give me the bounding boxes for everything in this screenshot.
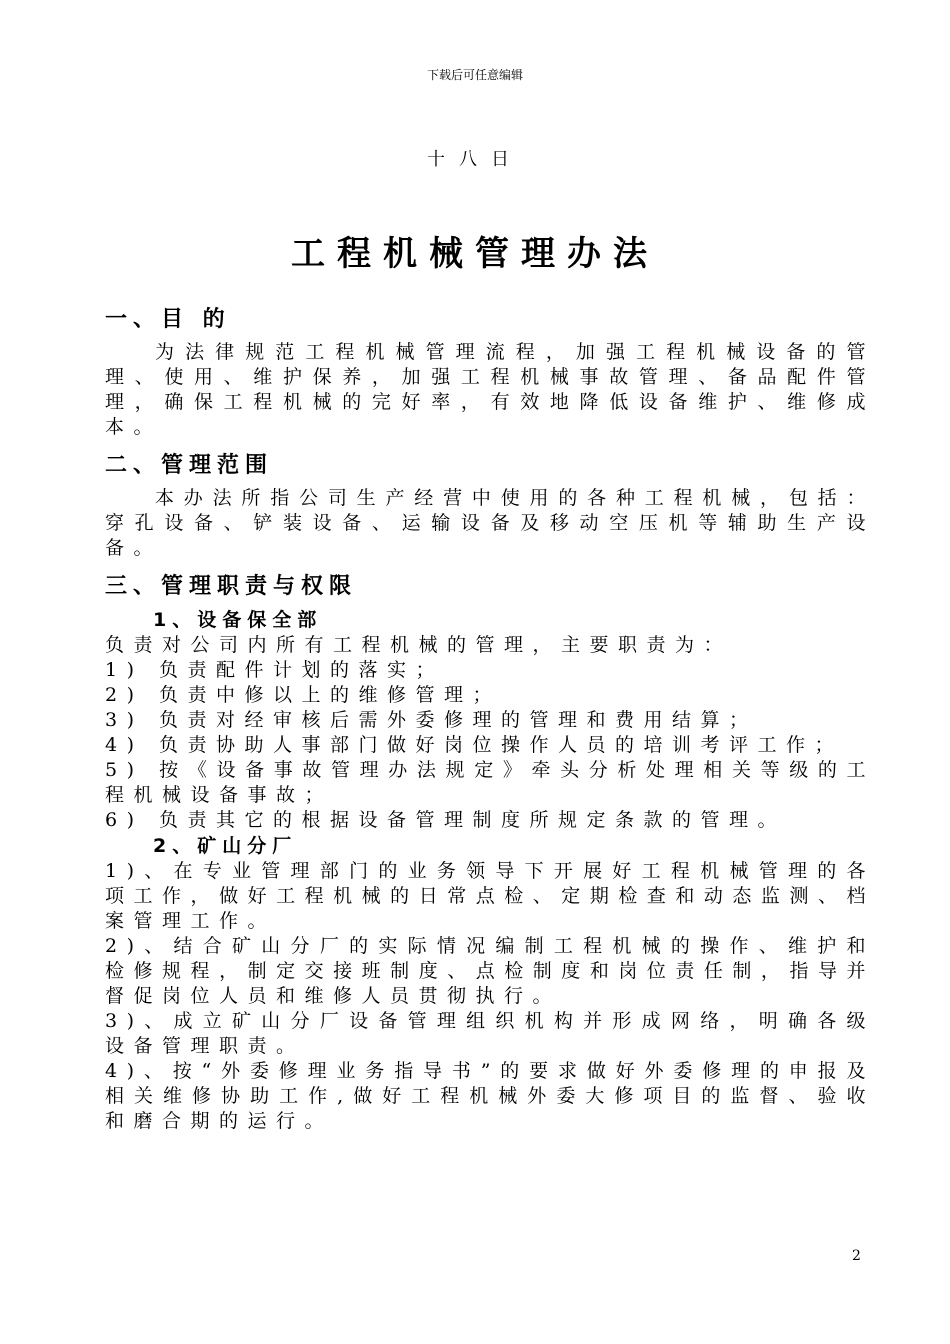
list-item: 5) 按《设备事故管理办法规定》牵头分析处理相关等级的工程机械设备事故； [105,759,875,806]
section-2-paragraph: 本办法所指公司生产经营中使用的各种工程机械，包括：穿孔设备、铲装设备、运输设备及移动空压机等辅助生产设备。 [105,487,875,559]
section-1-heading: 一、目 的 [105,307,231,332]
section-3-heading: 三、管理职责与权限 [105,574,358,599]
list-item: 4) 负责协助人事部门做好岗位操作人员的培训考评工作； [105,734,844,756]
document-body [105,300,875,1134]
list-item: 1) 负责配件计划的落实； [105,659,445,681]
document-title: 工程机械管理办法 [291,234,659,274]
subsection-1-heading: 1、设备保全部 [153,609,323,631]
section-1-paragraph: 为法律规范工程机械管理流程，加强工程机械设备的管理、使用、维护保养，加强工程机械事故管理、备品配件管理，确保工程机械的完好率，有效地降低设备维护、维修成本。 [105,341,875,438]
header-note: 下载后可任意编辑 [426,68,523,82]
date-line: 十八日 [427,149,523,170]
list-item: 3)、成立矿山分厂设备管理组织机构并形成网络，明确各级设备管理职责。 [105,1010,875,1057]
list-item: 4)、按“外委修理业务指导书”的要求做好外委修理的申报及相关维修协助工作,做好工程机械外委大修项目的监督、验收和磨合期的运行。 [105,1060,875,1132]
list-item: 1)、在专业管理部门的业务领导下开展好工程机械管理的各项工作，做好工程机械的日常点检、定期检查和动态监测、档案管理工作。 [105,860,875,932]
section-2-heading: 二、管理范围 [105,453,274,478]
list-item: 3) 负责对经审核后需外委修理的管理和费用结算； [105,709,758,731]
page-number: 2 [852,1248,861,1264]
list-item: 2) 负责中修以上的维修管理； [105,684,502,706]
subsection-1-intro: 负责对公司内所有工程机械的管理，主要职责为： [105,634,733,656]
subsection-2-heading: 2、矿山分厂 [153,835,298,857]
list-item: 6) 负责其它的根据设备管理制度所规定条款的管理。 [105,809,787,831]
list-item: 2)、结合矿山分厂的实际情况编制工程机械的操作、维护和检修规程，制定交接班制度、点检制度和岗位责任制，指导并督促岗位人员和维修人员贯彻执行。 [105,935,875,1007]
